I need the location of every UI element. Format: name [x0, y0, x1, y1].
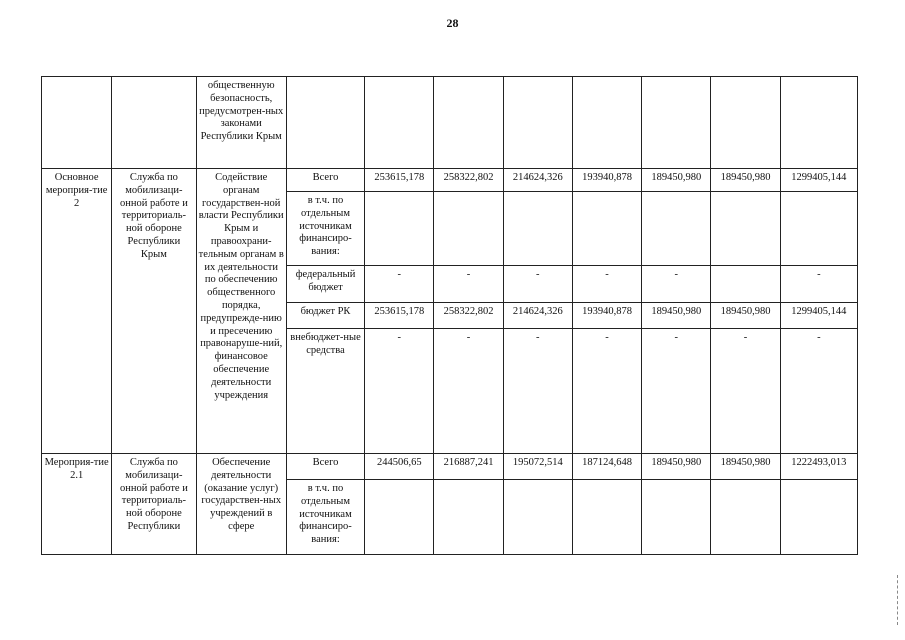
value-cell: 214624,326 — [503, 303, 572, 329]
table-row — [42, 454, 858, 480]
value-cell — [572, 480, 641, 555]
executor-cell: Служба по мобилизаци-онной работе и территориаль-ной обороне Республики Крым — [112, 169, 196, 454]
executor-cell: Служба по мобилизаци-онной работе и территориаль-ной обороне Республики — [112, 454, 196, 555]
value-cell: - — [503, 329, 572, 454]
value-cell: 193940,878 — [572, 169, 641, 192]
table-cell — [42, 77, 112, 169]
table-cell — [503, 77, 572, 169]
table-cell — [434, 77, 503, 169]
value-cell: 258322,802 — [434, 169, 503, 192]
value-cell — [711, 192, 780, 266]
value-cell: 193940,878 — [572, 303, 641, 329]
value-cell: 189450,980 — [711, 169, 780, 192]
source-label-cell: Всего — [286, 454, 364, 480]
value-cell — [572, 192, 641, 266]
continued-description-cell: общественную безопасность, предусмотрен-ных законами Республики Крым — [196, 77, 286, 169]
value-cell: - — [572, 329, 641, 454]
value-cell: - — [711, 329, 780, 454]
value-cell — [434, 192, 503, 266]
measure-name-cell: Мероприя-тие 2.1 — [42, 454, 112, 555]
value-cell: 189450,980 — [711, 303, 780, 329]
value-cell — [503, 192, 572, 266]
source-label-cell: в т.ч. по отдельным источникам финансиро-вания: — [286, 192, 364, 266]
table-row — [42, 77, 858, 169]
value-cell: - — [503, 266, 572, 303]
value-cell: 189450,980 — [711, 454, 780, 480]
value-cell: 1299405,144 — [780, 303, 857, 329]
source-label-cell: в т.ч. по отдельным источникам финансиро-вания: — [286, 480, 364, 555]
value-cell — [711, 480, 780, 555]
table-cell — [286, 77, 364, 169]
value-cell: 216887,241 — [434, 454, 503, 480]
scan-edge-mark — [897, 575, 899, 625]
value-cell: - — [642, 266, 711, 303]
value-cell: - — [642, 329, 711, 454]
table-cell — [780, 77, 857, 169]
value-cell: 253615,178 — [365, 169, 434, 192]
value-cell: - — [434, 266, 503, 303]
table-cell — [711, 77, 780, 169]
value-cell — [711, 266, 780, 303]
value-cell — [780, 480, 857, 555]
value-cell: 189450,980 — [642, 169, 711, 192]
value-cell: - — [572, 266, 641, 303]
value-cell: 253615,178 — [365, 303, 434, 329]
value-cell: - — [365, 329, 434, 454]
source-label-cell: Всего — [286, 169, 364, 192]
table-cell — [112, 77, 196, 169]
source-label-cell: федеральный бюджет — [286, 266, 364, 303]
page-number: 28 — [446, 16, 459, 30]
value-cell — [780, 192, 857, 266]
value-cell — [642, 192, 711, 266]
source-label-cell: внебюджет-ные средства — [286, 329, 364, 454]
value-cell — [434, 480, 503, 555]
value-cell: 214624,326 — [503, 169, 572, 192]
value-cell: 195072,514 — [503, 454, 572, 480]
source-label-cell: бюджет РК — [286, 303, 364, 329]
value-cell: 189450,980 — [642, 303, 711, 329]
value-cell: 187124,648 — [572, 454, 641, 480]
value-cell: - — [780, 329, 857, 454]
measure-description-cell: Обеспечение деятельности (оказание услуг) государствен-ных учреждений в сфере — [196, 454, 286, 555]
value-cell: 244506,65 — [365, 454, 434, 480]
value-cell: 1299405,144 — [780, 169, 857, 192]
value-cell — [365, 480, 434, 555]
value-cell: - — [365, 266, 434, 303]
program-funding-table — [41, 76, 858, 555]
value-cell: - — [434, 329, 503, 454]
value-cell: 258322,802 — [434, 303, 503, 329]
table-row — [42, 169, 858, 192]
value-cell — [642, 480, 711, 555]
value-cell: 189450,980 — [642, 454, 711, 480]
table-cell — [365, 77, 434, 169]
value-cell: - — [780, 266, 857, 303]
measure-description-cell: Содействие органам государствен-ной власти Республики Крым и правоохрани-тельным органам в их деятельности по обеспечению общественного порядка, предупрежде-нию и пресечению правонаруше-ний, финансовое обеспечение деятельности учреждения — [196, 169, 286, 454]
value-cell: 1222493,013 — [780, 454, 857, 480]
table-cell — [572, 77, 641, 169]
value-cell — [365, 192, 434, 266]
table-cell — [642, 77, 711, 169]
measure-name-cell: Основное мероприя-тие 2 — [42, 169, 112, 454]
value-cell — [503, 480, 572, 555]
